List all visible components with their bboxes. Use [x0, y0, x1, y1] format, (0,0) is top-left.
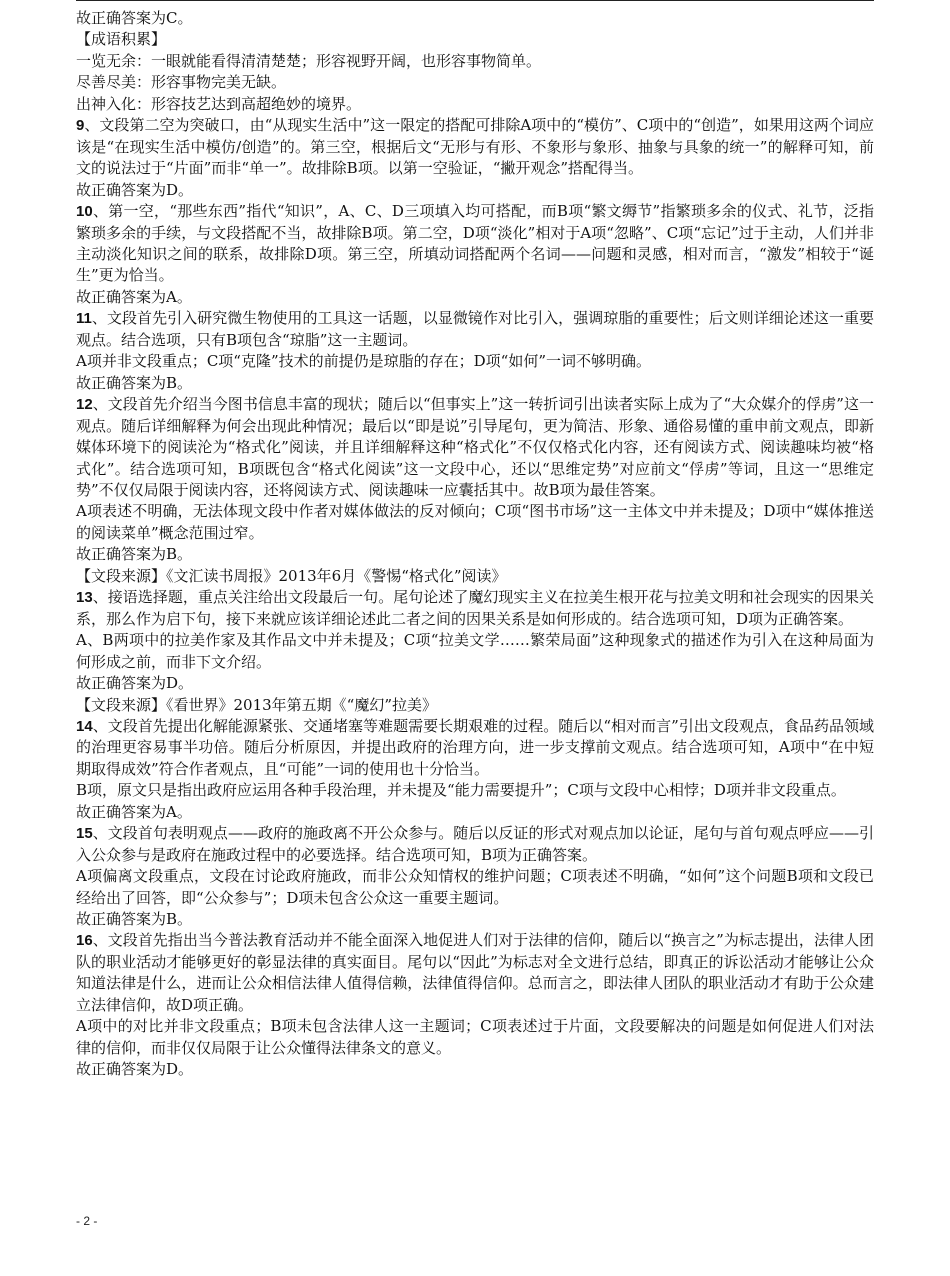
question-explanation: [76, 394, 874, 501]
text-line: [76, 780, 874, 801]
paragraph-text: A项中的对比并非文段重点；B项未包含法律人这一主题词；C项表述过于片面，文段要解决的问题是如何促进人们对法律的信仰，而非仅仅局限于让公众懂得法律条文的意义。: [76, 1017, 874, 1057]
text-line: [76, 29, 874, 50]
text-line: [76, 287, 874, 308]
paragraph-text: 【文段来源】《看世界》2013年第五期《“魔幻”拉美》: [76, 695, 438, 714]
question-number: 11: [76, 310, 92, 328]
page-number: - 2 -: [76, 1214, 98, 1228]
paragraph-text: 故正确答案为D。: [76, 180, 194, 199]
text-line: [76, 695, 874, 716]
text-line: [76, 1016, 874, 1059]
text-line: [76, 866, 874, 909]
question-number: 16: [76, 932, 93, 950]
paragraph-text: 【成语积累】: [76, 30, 167, 49]
paragraph-text: 故正确答案为B。: [76, 373, 193, 392]
paragraph-text: 故正确答案为B。: [76, 545, 193, 564]
question-number: 12: [76, 396, 93, 414]
text-line: [76, 909, 874, 930]
question-number: 10: [76, 203, 93, 221]
paragraph-text: 、文段首先引入研究微生物使用的工具这一话题，以显微镜作对比引入，强调琼脂的重要性；后文则详细论述这一重要观点。结合选项，只有B项包含“琼脂”这一主题词。: [76, 309, 874, 349]
paragraph-text: A项偏离文段重点，文段在讨论政府施政，而非公众知情权的维护问题；C项表述不明确，“如何”这个问题B项和文段已经给出了回答，即“公众参与”；D项未包含公众这一重要主题词。: [76, 867, 874, 907]
text-line: [76, 51, 874, 72]
paragraph-text: 、接语选择题，重点关注给出文段最后一句。尾句论述了魔幻现实主义在拉美生根开花与拉美文明和社会现实的因果关系，那么作为启下句，接下来就应该详细论述此二者之间的因果关系是如何形成的。结合选项可知，D项为正确答案。: [76, 588, 874, 628]
document-body: [76, 8, 874, 1081]
text-line: [76, 8, 874, 29]
question-explanation: [76, 308, 874, 351]
paragraph-text: 故正确答案为A。: [76, 802, 192, 821]
question-number: 13: [76, 589, 93, 607]
header-rule: [76, 0, 874, 1]
paragraph-text: A、B两项中的拉美作家及其作品文中并未提及；C项“拉美文学……繁荣局面”这种现象式的描述作为引入在这种局面为何形成之前，而非下文介绍。: [76, 631, 874, 671]
text-line: [76, 673, 874, 694]
paragraph-text: 故正确答案为D。: [76, 674, 194, 693]
question-explanation: [76, 716, 874, 780]
paragraph-text: B项，原文只是指出政府应运用各种手段治理，并未提及“能力需要提升”；C项与文段中心相悖；D项并非文段重点。: [76, 781, 846, 800]
paragraph-text: 故正确答案为D。: [76, 1060, 194, 1079]
text-line: [76, 566, 874, 587]
text-line: [76, 501, 874, 544]
question-explanation: [76, 201, 874, 287]
paragraph-text: 、文段首先指出当今普法教育活动并不能全面深入地促进人们对于法律的信仰，随后以“换言之”为标志提出，法律人团队的职业活动才能够更好的彰显法律的真实面目。尾句以“因此”为标志对全文进行总结，即真正的诉讼活动才能够让公众知道法律是什么，进而让公众相信法律人值得信赖，法律值得信仰。总而言之，即法律人团队的职业活动才有助于公众建立法律信仰，故D项正确。: [76, 931, 874, 1014]
question-explanation: [76, 823, 874, 866]
paragraph-text: 故正确答案为B。: [76, 910, 193, 929]
paragraph-text: A项并非文段重点；C项“克隆”技术的前提仍是琼脂的存在；D项“如何”一词不够明确。: [76, 352, 652, 371]
paragraph-text: 、第一空，“那些东西”指代“知识”，A、C、D三项填入均可搭配，而B项“繁文缛节”指繁琐多余的仪式、礼节，泛指繁琐多余的手续，与文段搭配不当，故排除B项。第二空，D项“淡化”相对于A项“忽略”、C项“忘记”过于主动，人们并非主动淡化知识之间的联系，故排除D项。第三空，所填动词搭配两个名词——问题和灵感，相对而言，“激发”相较于“诞生”更为恰当。: [76, 202, 874, 285]
text-line: [76, 180, 874, 201]
paragraph-text: 出神入化：形容技艺达到高超绝妙的境界。: [76, 94, 362, 113]
paragraph-text: A项表述不明确，无法体现文段中作者对媒体做法的反对倾向；C项“图书市场”这一主体文中并未提及；D项中“媒体推送的阅读菜单”概念范围过窄。: [76, 502, 874, 542]
question-number: 14: [76, 717, 93, 735]
text-line: [76, 630, 874, 673]
text-line: [76, 373, 874, 394]
question-explanation: [76, 930, 874, 1016]
paragraph-text: 、文段首先介绍当今图书信息丰富的现状；随后以“但事实上”这一转折词引出读者实际上成为了“大众媒介的俘虏”这一观点。随后详细解释为何会出现此种情况；最后以“即是说”引导尾句，更为简洁、形象、通俗易懂的重申前文观点，即新媒体环境下的阅读沦为“格式化”阅读，并且详细解释这种“格式化”不仅仅格式化内容，还有阅读方式、阅读趣味均被“格式化”。结合选项可知，B项既包含“格式化阅读”这一文段中心，还以“思维定势”对应前文“俘虏”等词，且这一“思维定势”不仅仅局限于阅读内容，还将阅读方式、阅读趣味一应囊括其中。故B项为最佳答案。: [76, 395, 874, 499]
paragraph-text: 故正确答案为A。: [76, 287, 192, 306]
question-explanation: [76, 115, 874, 179]
paragraph-text: 、文段第二空为突破口，由“从现实生活中”这一限定的搭配可排除A项中的“模仿”、C项中的“创造”，如果用这两个词应该是“在现实生活中模仿/创造”的。第三空，根据后文“无形与有形、不象形与象形、抽象与具象的统一”的解释可知，前文的说法过于“片面”而非“单一”。故排除B项。以第一空验证，“撇开观念”搭配得当。: [76, 116, 874, 178]
question-number: 9: [76, 117, 85, 135]
paragraph-text: 尽善尽美：形容事物完美无缺。: [76, 73, 287, 92]
paragraph-text: 【文段来源】《文汇读书周报》2013年6月《警惕“格式化”阅读》: [76, 566, 507, 585]
text-line: [76, 72, 874, 93]
paragraph-text: 故正确答案为C。: [76, 9, 193, 27]
text-line: [76, 802, 874, 823]
paragraph-text: 、文段首先提出化解能源紧张、交通堵塞等难题需要长期艰难的过程。随后以“相对而言”引出文段观点，食品药品领域的治理更容易事半功倍。随后分析原因，并提出政府的治理方向，进一步支撑前文观点。结合选项可知，A项中“在中短期取得成效”符合作者观点，且“可能”一词的使用也十分恰当。: [76, 716, 874, 778]
paragraph-text: 一览无余：一眼就能看得清清楚楚；形容视野开阔，也形容事物简单。: [76, 51, 542, 70]
text-line: [76, 544, 874, 565]
paragraph-text: 、文段首句表明观点——政府的施政离不开公众参与。随后以反证的形式对观点加以论证，尾句与首句观点呼应——引入公众参与是政府在施政过程中的必要选择。结合选项可知，B项为正确答案。: [76, 824, 874, 864]
text-line: [76, 351, 874, 372]
question-number: 15: [76, 825, 93, 843]
text-line: [76, 1059, 874, 1080]
text-line: [76, 94, 874, 115]
question-explanation: [76, 587, 874, 630]
